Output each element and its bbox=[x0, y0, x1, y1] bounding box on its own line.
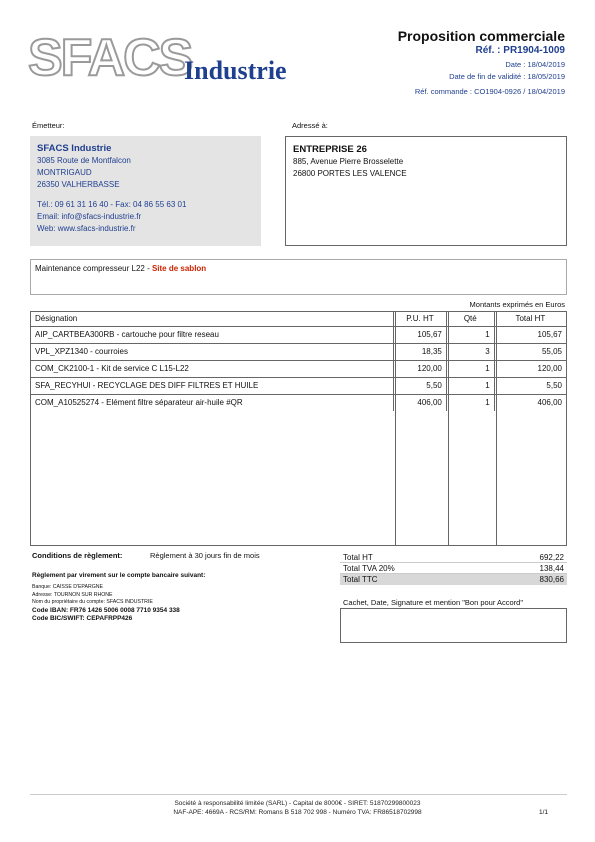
emitter-web: Web: www.sfacs-industrie.fr bbox=[37, 224, 136, 233]
header-total: Total HT bbox=[494, 312, 566, 326]
total-ttc-row bbox=[340, 574, 567, 585]
recipient-address-1: 885, Avenue Pierre Brosselette bbox=[293, 157, 404, 166]
header-qty: Qté bbox=[446, 312, 494, 326]
signature-label: Cachet, Date, Signature et mention "Bon pour Accord" bbox=[343, 598, 524, 607]
emitter-name: SFACS Industrie bbox=[37, 143, 112, 154]
column-divider bbox=[496, 312, 497, 545]
total-ttc-label: Total TTC bbox=[343, 575, 378, 584]
page-number: 1/1 bbox=[538, 809, 548, 816]
table-row bbox=[31, 360, 566, 377]
total-ht-row bbox=[340, 552, 567, 563]
conditions-label: Conditions de règlement: bbox=[32, 551, 123, 560]
bank-owner: Nom du propriétaire du compte: SFACS INDUSTRIE bbox=[32, 599, 153, 605]
footer-line-2: NAF-APE: 4669A - RCS/RM: Romans B 518 702 998 - Numéro TVA: FR86518702998 bbox=[173, 809, 422, 816]
validity-date: Date de fin de validité : 18/05/2019 bbox=[449, 72, 565, 81]
document-ref: Réf. : PR1904-1009 bbox=[475, 45, 565, 56]
totals-box bbox=[340, 552, 567, 585]
emitter-address-1: 3085 Route de Montfalcon bbox=[37, 156, 131, 165]
total-tva-row bbox=[340, 563, 567, 574]
logo-brand: SFACS bbox=[28, 29, 192, 87]
subject-box bbox=[30, 259, 567, 295]
total-tva-label: Total TVA 20% bbox=[343, 564, 395, 573]
signature-box bbox=[340, 608, 567, 643]
row-designation: SFA_RECYHUI - RECYCLAGE DES DIFF FILTRES ET HUILE bbox=[31, 377, 393, 394]
currency-note: Montants exprimés en Euros bbox=[469, 300, 565, 309]
row-total: 55,05 bbox=[494, 343, 566, 360]
addressed-label: Adressé à: bbox=[292, 121, 328, 130]
row-total: 5,50 bbox=[494, 377, 566, 394]
table-row bbox=[31, 394, 566, 411]
bank-bic: Code BIC/SWIFT: CEPAFRPP426 bbox=[32, 615, 133, 622]
document-date: Date : 18/04/2019 bbox=[505, 60, 565, 69]
bank-address: Adresse: TOURNON SUR RHONE bbox=[32, 592, 113, 598]
row-total: 120,00 bbox=[494, 360, 566, 377]
header-designation: Désignation bbox=[31, 312, 393, 326]
emitter-address-2: MONTRIGAUD bbox=[37, 168, 92, 177]
document-header bbox=[398, 28, 565, 98]
recipient-box bbox=[285, 136, 567, 246]
emitter-box bbox=[30, 136, 261, 246]
total-ht-label: Total HT bbox=[343, 553, 373, 562]
row-unit-price: 406,00 bbox=[393, 394, 446, 411]
company-logo bbox=[28, 30, 318, 90]
recipient-name: ENTREPRISE 26 bbox=[293, 144, 367, 155]
subject-text: Maintenance compresseur L22 - bbox=[35, 264, 152, 273]
total-ht-value: 692,22 bbox=[539, 553, 564, 562]
row-unit-price: 120,00 bbox=[393, 360, 446, 377]
bank-title: Règlement par virement sur le compte bancaire suivant: bbox=[32, 572, 206, 579]
row-qty: 3 bbox=[446, 343, 494, 360]
row-unit-price: 5,50 bbox=[393, 377, 446, 394]
footer-line-1: Société à responsabilité limitée (SARL) - Capital de 8000€ - SIRET: 51870299800023 bbox=[174, 800, 421, 807]
bank-iban: Code IBAN: FR76 1426 5006 0008 7710 9354 338 bbox=[32, 607, 180, 614]
footer-divider bbox=[30, 794, 567, 795]
row-unit-price: 105,67 bbox=[393, 326, 446, 343]
row-total: 105,67 bbox=[494, 326, 566, 343]
order-ref: Réf. commande : CO1904-0926 / 18/04/2019 bbox=[414, 87, 565, 96]
row-designation: COM_CK2100-1 - Kit de service C L15-L22 bbox=[31, 360, 393, 377]
document-title: Proposition commerciale bbox=[397, 28, 565, 44]
conditions-value: Règlement à 30 jours fin de mois bbox=[150, 551, 260, 560]
total-tva-value: 138,44 bbox=[539, 564, 564, 573]
row-qty: 1 bbox=[446, 394, 494, 411]
header-unit-price: P.U. HT bbox=[393, 312, 446, 326]
emitter-email: Email: info@sfacs-industrie.fr bbox=[37, 212, 142, 221]
row-qty: 1 bbox=[446, 360, 494, 377]
row-qty: 1 bbox=[446, 326, 494, 343]
row-designation: VPL_XPZ1340 - courroies bbox=[31, 343, 393, 360]
emitter-phone: Tél.: 09 61 31 16 40 - Fax: 04 86 55 63 01 bbox=[37, 200, 187, 209]
column-divider bbox=[395, 312, 396, 545]
table-row bbox=[31, 377, 566, 394]
subject-highlight: Site de sablon bbox=[151, 264, 207, 273]
table-row bbox=[31, 326, 566, 343]
recipient-address-2: 26800 PORTES LES VALENCE bbox=[293, 168, 407, 178]
row-qty: 1 bbox=[446, 377, 494, 394]
row-designation: COM_A10525274 - Elément filtre séparateur air-huile #QR bbox=[31, 394, 393, 411]
row-designation: AIP_CARTBEA300RB - cartouche pour filtre reseau bbox=[31, 326, 393, 343]
total-ttc-value: 830,66 bbox=[539, 575, 564, 584]
row-total: 406,00 bbox=[537, 398, 562, 408]
table-header-row bbox=[31, 312, 566, 326]
bank-name: Banque: CAISSE D'EPARGNE bbox=[32, 584, 103, 590]
emitter-address-3: 26350 VALHERBASSE bbox=[37, 180, 120, 189]
payment-conditions bbox=[32, 551, 260, 560]
column-divider bbox=[448, 312, 449, 545]
row-unit-price: 18,35 bbox=[393, 343, 446, 360]
emitter-label: Émetteur: bbox=[32, 121, 65, 130]
items-table bbox=[30, 311, 567, 546]
logo-sub: Industrie bbox=[184, 56, 287, 85]
table-row bbox=[31, 343, 566, 360]
